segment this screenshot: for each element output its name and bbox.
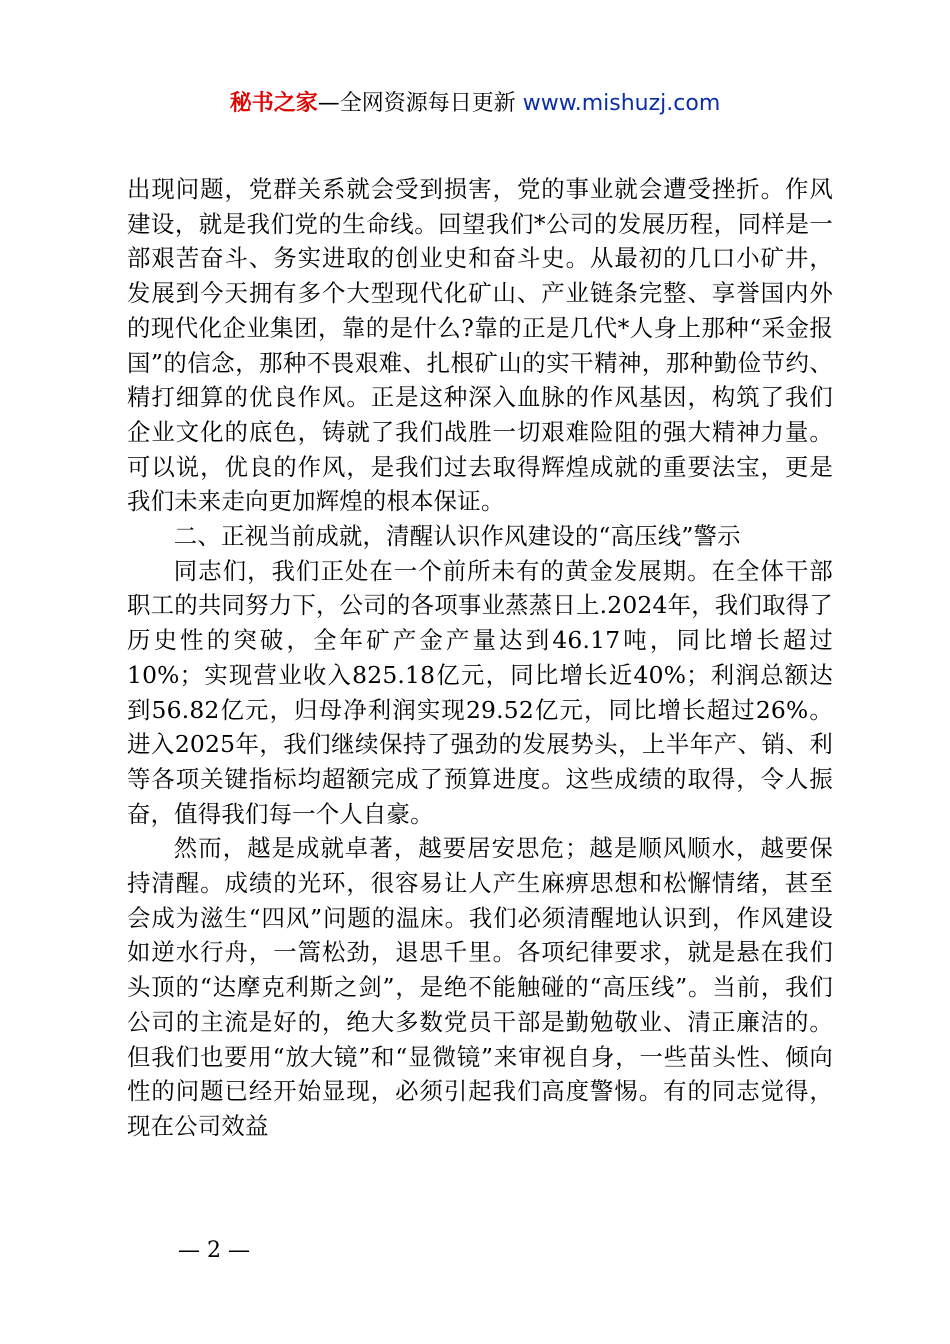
document-body	[127, 172, 833, 1144]
header-slogan: —全网资源每日更新	[317, 91, 523, 116]
brand-name: 秘书之家	[229, 91, 318, 116]
page-number: — 2 —	[178, 1238, 250, 1263]
site-header	[0, 86, 950, 122]
section-heading: 二、正视当前成就，清醒认识作风建设的“高压线”警示	[173, 522, 741, 551]
site-url[interactable]: www.mishuzj.com	[522, 91, 721, 116]
paragraph: 同志们，我们正处在一个前所未有的黄金发展期。在全体干部职工的共同努力下，公司的各项事业蒸蒸日上.2024年，我们取得了历史性的突破，全年矿产金产量达到46.17吨，同比增长超过10%；实现营业收入825.18亿元，同比增长近40%；利润总额达到56.82亿元，归母净利润实现29.52亿元，同比增长超过26%。进入2025年，我们继续保持了强劲的发展势头，上半年产、销、利等各项关键指标均超额完成了预算进度。这些成绩的取得，令人振奋，值得我们每一个人自豪。	[127, 556, 833, 828]
paragraph: 然而，越是成就卓著，越要居安思危；越是顺风顺水，越要保持清醒。成绩的光环，很容易让人产生麻痹思想和松懈情绪，甚至会成为滋生“四风”问题的温床。我们必须清醒地认识到，作风建设如逆水行舟，一篙松劲，退思千里。各项纪律要求，就是悬在我们头顶的“达摩克利斯之剑”，是绝不能触碰的“高压线”。当前，我们公司的主流是好的，绝大多数党员干部是勤勉敬业、清正廉洁的。但我们也要用“放大镜”和“显微镜”来审视自身，一些苗头性、倾向性的问题已经开始显现，必须引起我们高度警惕。有的同志觉得，现在公司效益	[127, 834, 833, 1140]
paragraph-continuation: 出现问题，党群关系就会受到损害，党的事业就会遭受挫折。作风建设，就是我们党的生命线。回望我们*公司的发展历程，同样是一部艰苦奋斗、务实进取的创业史和奋斗史。从最初的几口小矿井，发展到今天拥有多个大型现代化矿山、产业链条完整、享誉国内外的现代化企业集团，靠的是什么?靠的正是几代*人身上那种“采金报国”的信念，那种不畏艰难、扎根矿山的实干精神，那种勤俭节约、精打细算的优良作风。正是这种深入血脉的作风基因，构筑了我们企业文化的底色，铸就了我们战胜一切艰难险阻的强大精神力量。可以说，优良的作风，是我们过去取得辉煌成就的重要法宝，更是我们未来走向更加辉煌的根本保证。	[127, 175, 833, 516]
